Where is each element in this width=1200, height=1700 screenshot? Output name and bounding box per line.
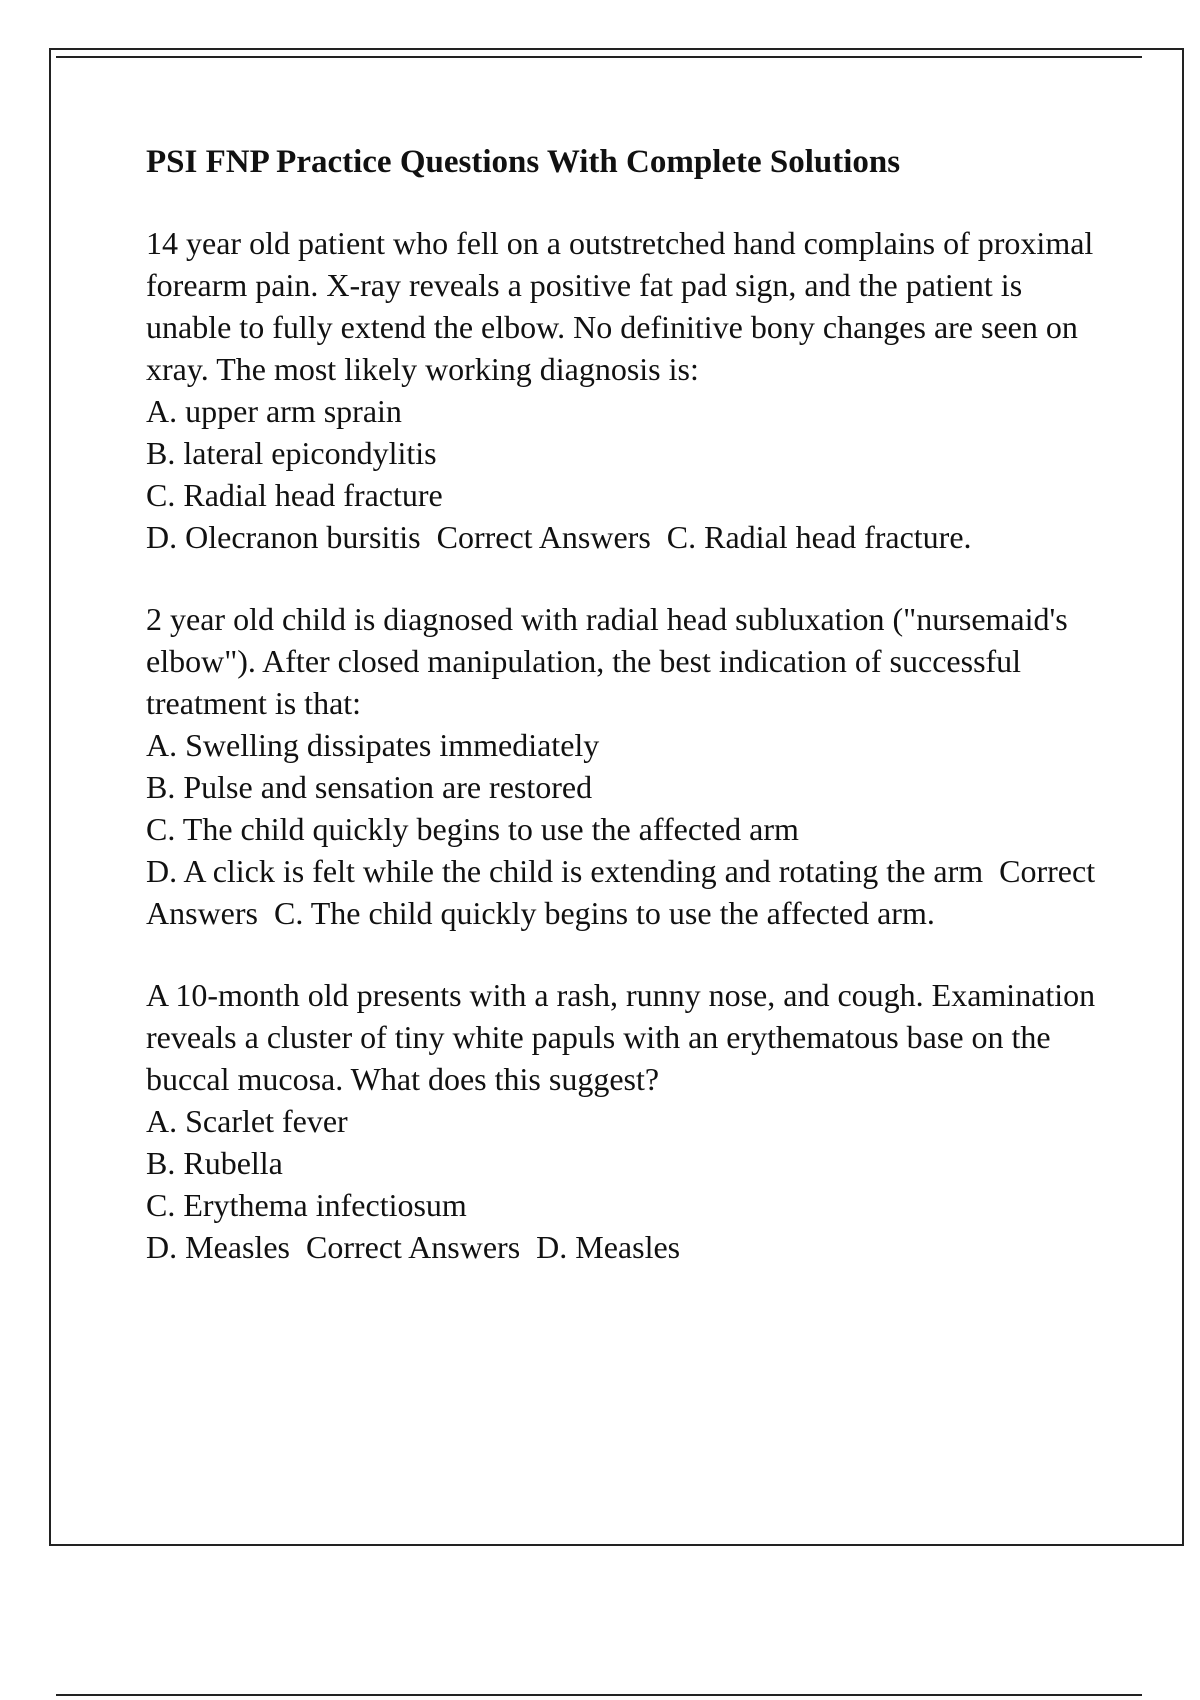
bottom-rule	[56, 1694, 1142, 1696]
document-title: PSI FNP Practice Questions With Complete Solutions	[146, 144, 901, 180]
question-option: C. Radial head fracture	[146, 477, 443, 513]
question-stem: A 10-month old presents with a rash, runny nose, and cough. Examination reveals a cluster of tiny white papuls with an erythematous base on the buccal mucosa. What does this suggest?	[146, 977, 1104, 1097]
question-option: C. Erythema infectiosum	[146, 1187, 467, 1223]
question-1	[146, 222, 1106, 558]
question-option: C. The child quickly begins to use the affected arm	[146, 811, 799, 847]
question-option: D. A click is felt while the child is extending and rotating the arm	[146, 853, 984, 889]
answer-label: Correct Answers	[146, 853, 1102, 931]
top-rule	[56, 56, 1142, 58]
question-option: B. Pulse and sensation are restored	[146, 769, 593, 805]
question-option-with-answer	[146, 1226, 1106, 1268]
question-option: A. upper arm sprain	[146, 393, 402, 429]
answer-value: C. The child quickly begins to use the affected arm.	[273, 895, 935, 931]
question-option: B. lateral epicondylitis	[146, 435, 437, 471]
question-option: A. Swelling dissipates immediately	[146, 727, 600, 763]
question-stem: 2 year old child is diagnosed with radial head subluxation ("nursemaid's elbow"). After closed manipulation, the best indication of successful treatment is that:	[146, 601, 1076, 721]
answer-label: Correct Answers	[305, 1229, 521, 1265]
question-option-with-answer	[146, 850, 1106, 934]
answer-value: D. Measles	[536, 1229, 681, 1265]
question-option: D. Measles	[146, 1229, 290, 1265]
answer-label: Correct Answers	[436, 519, 651, 555]
question-option: D. Olecranon bursitis	[146, 519, 421, 555]
question-option: A. Scarlet fever	[146, 1103, 348, 1139]
question-option: B. Rubella	[146, 1145, 283, 1181]
question-option-with-answer	[146, 516, 1106, 558]
question-3	[146, 974, 1106, 1268]
document-content	[146, 140, 1106, 1308]
answer-value: C. Radial head fracture.	[666, 519, 972, 555]
question-2	[146, 598, 1106, 934]
question-stem: 14 year old patient who fell on a outstretched hand complains of proximal forearm pain. X-ray reveals a positive fat pad sign, and the patient is unable to fully extend the elbow. No definitive bony changes are seen on xray. The most likely working diagnosis is:	[146, 225, 1102, 387]
